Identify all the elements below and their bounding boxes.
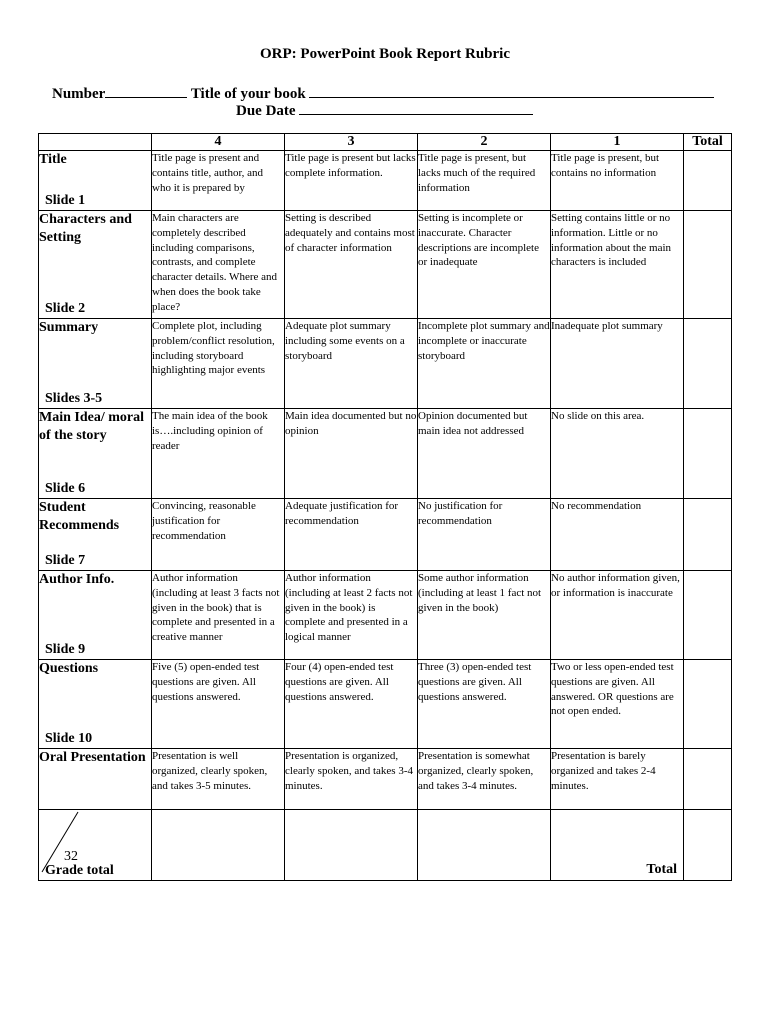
total-label: Total — [646, 862, 677, 878]
score-1-cell: No author information given, or information is inaccurate — [551, 571, 684, 660]
category-cell — [39, 571, 152, 660]
score-4-cell: Main characters are completely described including comparisons, contrasts, and complete character details. Where and when does the book take place? — [152, 211, 285, 319]
score-3-cell: Adequate plot summary including some events on a storyboard — [285, 319, 418, 409]
table-row — [39, 749, 732, 810]
score-4-cell: Complete plot, including problem/conflict resolution, including storyboard highlighting major events — [152, 319, 285, 409]
number-blank[interactable] — [105, 83, 187, 98]
slide-label: Slide 2 — [45, 301, 86, 316]
score-1-cell: Two or less open-ended test questions are given. All answered. OR questions are not open ended. — [551, 660, 684, 749]
category-label: Summary — [39, 320, 99, 335]
score-2-cell: Presentation is somewhat organized, clearly spoken, and takes 3-4 minutes. — [418, 749, 551, 810]
score-3-cell: Setting is described adequately and contains most of character information — [285, 211, 418, 319]
score-2-cell: Opinion documented but main idea not addressed — [418, 409, 551, 499]
category-label: Student Recommends — [39, 500, 120, 533]
slide-label: Slide 7 — [45, 553, 86, 568]
column-header-1: 1 — [551, 134, 684, 151]
slide-label: Slide 9 — [45, 642, 86, 657]
category-label: Author Info. — [39, 572, 115, 587]
score-1-cell: Inadequate plot summary — [551, 319, 684, 409]
score-3-cell: Four (4) open-ended test questions are given. All questions answered. — [285, 660, 418, 749]
score-3-cell: Adequate justification for recommendation — [285, 499, 418, 571]
header-row — [39, 134, 732, 151]
category-label: Oral Presentation — [39, 750, 146, 765]
total-cell[interactable] — [684, 319, 732, 409]
score-2-cell: Some author information (including at least 1 fact not given in the book) — [418, 571, 551, 660]
score-3-cell: Presentation is organized, clearly spoken, and takes 3-4 minutes. — [285, 749, 418, 810]
category-cell — [39, 211, 152, 319]
table-row — [39, 499, 732, 571]
score-4-cell: Author information (including at least 3 facts not given in the book) that is complete and presented in a creative manner — [152, 571, 285, 660]
category-cell — [39, 409, 152, 499]
category-cell — [39, 151, 152, 211]
column-header-3: 3 — [285, 134, 418, 151]
slide-label: Slide 10 — [45, 731, 93, 746]
book-title-blank[interactable] — [309, 83, 714, 98]
table-row — [39, 319, 732, 409]
score-2-cell: Title page is present, but lacks much of the required information — [418, 151, 551, 211]
total-cell[interactable] — [684, 571, 732, 660]
category-cell — [39, 319, 152, 409]
column-header-total: Total — [684, 134, 732, 151]
score-2-cell: No justification for recommendation — [418, 499, 551, 571]
slide-label: Slide 1 — [45, 193, 86, 208]
score-4-cell: The main idea of the book is….including opinion of reader — [152, 409, 285, 499]
number-label: Number — [52, 86, 106, 102]
score-1-cell: No slide on this area. — [551, 409, 684, 499]
total-cell[interactable] — [684, 409, 732, 499]
rubric-table — [38, 133, 732, 881]
score-2-cell: Incomplete plot summary and incomplete or inaccurate storyboard — [418, 319, 551, 409]
score-3-cell: Main idea documented but no opinion — [285, 409, 418, 499]
table-row — [39, 571, 732, 660]
table-row — [39, 409, 732, 499]
table-row — [39, 660, 732, 749]
total-cell[interactable] — [684, 151, 732, 211]
score-3-cell: Author information (including at least 2 facts not given in the book) is complete and presented in a logical manner — [285, 571, 418, 660]
category-cell — [39, 499, 152, 571]
score-2-cell: Three (3) open-ended test questions are given. All questions answered. — [418, 660, 551, 749]
category-label: Characters and Setting — [39, 212, 132, 245]
score-1-cell[interactable] — [551, 810, 684, 881]
category-cell — [39, 660, 152, 749]
category-label: Title — [39, 152, 67, 167]
score-4-cell: Five (5) open-ended test questions are given. All questions answered. — [152, 660, 285, 749]
total-cell[interactable] — [684, 749, 732, 810]
due-date-label: Due Date — [236, 103, 296, 119]
score-3-cell: Title page is present but lacks complete information. — [285, 151, 418, 211]
column-header-2: 2 — [418, 134, 551, 151]
table-row — [39, 151, 732, 211]
slide-label: Slide 6 — [45, 481, 86, 496]
score-3-cell[interactable] — [285, 810, 418, 881]
category-label: Questions — [39, 661, 99, 676]
score-4-cell: Convincing, reasonable justification for recommendation — [152, 499, 285, 571]
grade-total-cell — [39, 810, 152, 881]
column-header-4: 4 — [152, 134, 285, 151]
due-date-blank[interactable] — [299, 100, 533, 115]
category-cell — [39, 749, 152, 810]
table-row — [39, 211, 732, 319]
grade-total-value-cell[interactable] — [684, 810, 732, 881]
column-header-criteria — [39, 134, 152, 151]
score-1-cell: Setting contains little or no information. Little or no information about the main characters is included — [551, 211, 684, 319]
grade-row — [39, 810, 732, 881]
total-cell[interactable] — [684, 660, 732, 749]
score-4-cell: Presentation is well organized, clearly spoken, and takes 3-5 minutes. — [152, 749, 285, 810]
score-2-cell[interactable] — [418, 810, 551, 881]
book-title-label: Title of your book — [190, 86, 306, 102]
max-points: 32 — [64, 849, 78, 864]
total-cell[interactable] — [684, 211, 732, 319]
score-1-cell: Title page is present, but contains no information — [551, 151, 684, 211]
score-1-cell: Presentation is barely organized and takes 2-4 minutes. — [551, 749, 684, 810]
score-1-cell: No recommendation — [551, 499, 684, 571]
header-line-2 — [236, 100, 533, 120]
total-cell[interactable] — [684, 499, 732, 571]
grade-total-label: Grade total — [45, 863, 114, 878]
slide-label: Slides 3-5 — [45, 391, 103, 406]
score-4-cell[interactable] — [152, 810, 285, 881]
score-4-cell: Title page is present and contains title, author, and who it is prepared by — [152, 151, 285, 211]
category-label: Main Idea/ moral of the story — [39, 410, 144, 443]
page-title: ORP: PowerPoint Book Report Rubric — [260, 46, 510, 62]
score-2-cell: Setting is incomplete or inaccurate. Character descriptions are incomplete or inadequate — [418, 211, 551, 319]
